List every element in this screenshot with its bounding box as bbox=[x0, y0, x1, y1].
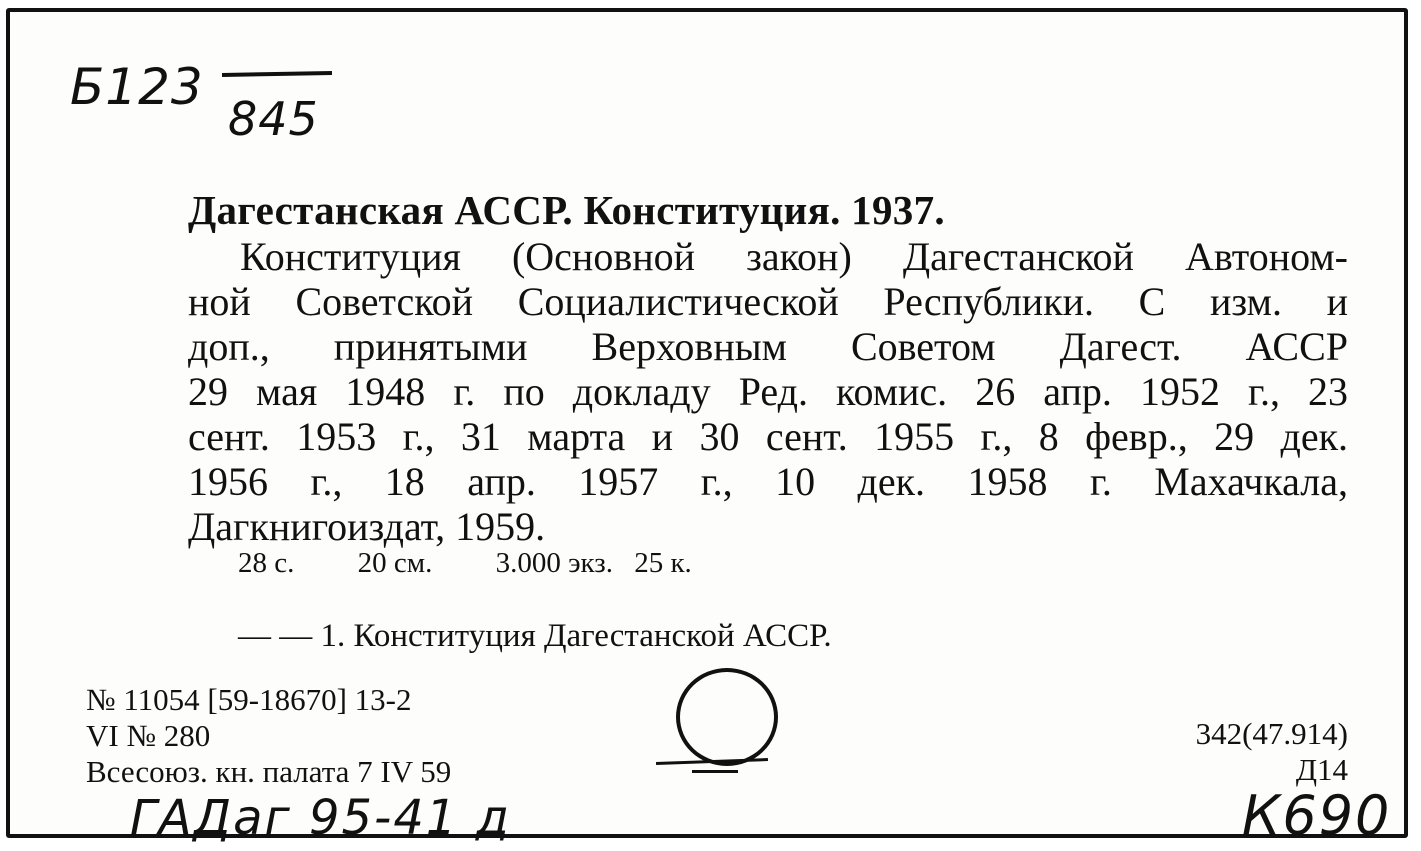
description-line: доп., принятыми Верховным Советом Дагест. АССР bbox=[188, 324, 1348, 369]
shelf-mark-fraction-bar bbox=[222, 71, 332, 77]
print-run: 3.000 экз. bbox=[495, 547, 613, 579]
price: 25 к. bbox=[634, 547, 692, 579]
classification-code: 342(47.914) bbox=[1195, 716, 1348, 751]
description-line: 1956 г., 18 апр. 1957 г., 10 дек. 1958 г. Махачкала, bbox=[188, 459, 1348, 504]
card-heading: Дагестанская АССР. Конституция. 1937. bbox=[188, 187, 945, 233]
page-count: 28 с. bbox=[238, 547, 295, 579]
classification-block bbox=[1160, 716, 1348, 788]
description-line: сент. 1953 г., 31 марта и 30 сент. 1955 г., 8 февр., 29 дек. bbox=[188, 414, 1348, 459]
registry-line: № 11054 [59-18670] 13-2 bbox=[86, 682, 412, 717]
card-description bbox=[188, 234, 1348, 549]
book-size: 20 см. bbox=[357, 547, 433, 579]
physical-description bbox=[238, 547, 748, 580]
subject-entry: — — 1. Конституция Дагестанской АССР. bbox=[238, 618, 832, 654]
registry-line: VI № 280 bbox=[86, 718, 211, 753]
description-line: Дагкнигоиздат, 1959. bbox=[188, 504, 546, 549]
description-line: ной Советской Социалистической Республики. С изм. и bbox=[188, 279, 1348, 324]
hole-circle-mark bbox=[676, 668, 778, 766]
author-mark: Д14 bbox=[1295, 752, 1348, 787]
catalog-card bbox=[6, 8, 1408, 847]
registry-block bbox=[86, 682, 451, 790]
description-line: Конституция (Основной закон) Дагестанской Автоном- bbox=[240, 234, 1348, 279]
description-line: 29 мая 1948 г. по докладу Ред. комис. 26 апр. 1952 г., 23 bbox=[188, 369, 1348, 414]
registry-line: Всесоюз. кн. палата 7 IV 59 bbox=[86, 754, 452, 789]
circle-tail-stroke bbox=[692, 770, 738, 773]
shelf-mark-number: Б123 bbox=[70, 58, 204, 116]
shelf-mark-denominator: 845 bbox=[228, 92, 319, 146]
handwritten-archive-note: ГАДаг 95-41 д bbox=[130, 790, 511, 846]
handwritten-call-number: К690 bbox=[1242, 784, 1392, 847]
